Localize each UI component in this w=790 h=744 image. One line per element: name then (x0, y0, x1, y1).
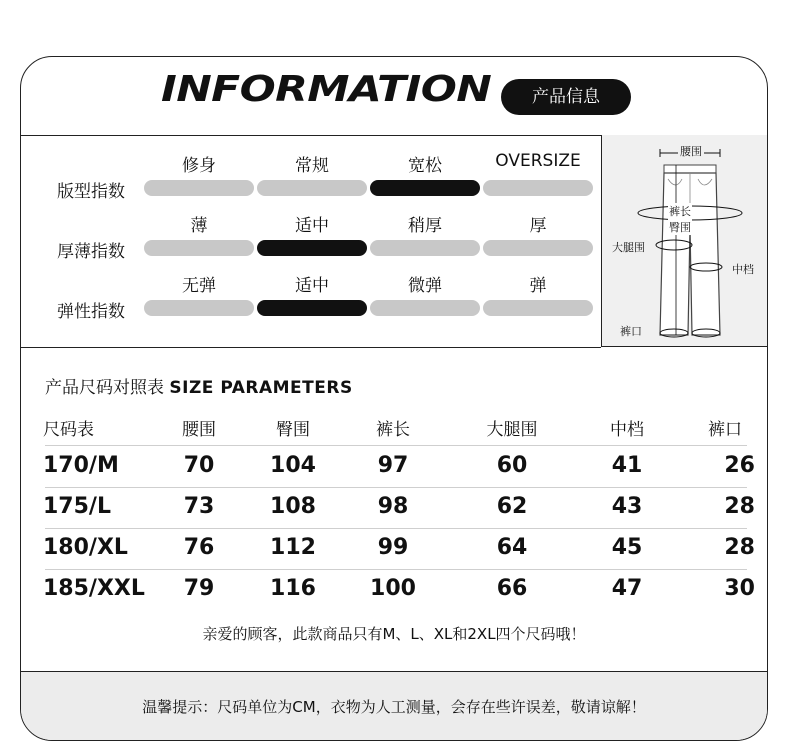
rating-bar-selected (370, 180, 480, 196)
table-cell: 98 (377, 494, 409, 519)
rise-label: 中档 (732, 263, 754, 276)
table-cell: 45 (611, 535, 643, 560)
table-cell: 26 (724, 453, 755, 478)
rating-bar (370, 300, 480, 316)
hem-label: 裤口 (620, 325, 642, 338)
rating-option: 微弹 (408, 276, 442, 296)
rating-option: 适中 (295, 216, 329, 236)
table-header: 中档 (610, 420, 644, 440)
table-cell-size: 170/M (43, 453, 119, 478)
table-cell: 30 (724, 576, 755, 601)
table-header: 臀围 (276, 420, 310, 440)
rating-bar (144, 300, 254, 316)
rating-option: OVERSIZE (495, 151, 581, 171)
rating-option: 适中 (295, 276, 329, 296)
table-cell: 47 (611, 576, 643, 601)
rating-option: 常规 (295, 156, 329, 176)
table-cell: 28 (724, 535, 755, 560)
header (21, 57, 767, 136)
size-note: 亲爱的顾客，此款商品只有M、L、XL和2XL四个尺码哦！ (202, 625, 586, 643)
rating-bar-selected (257, 240, 367, 256)
table-cell: 108 (270, 494, 316, 519)
table-cell: 116 (270, 576, 316, 601)
table-cell: 41 (611, 453, 643, 478)
table-cell: 104 (270, 453, 316, 478)
rating-option: 弹 (529, 276, 547, 296)
info-card (20, 56, 768, 741)
rating-label-fit: 版型指数 (57, 182, 125, 202)
rating-label-thickness: 厚薄指数 (57, 242, 125, 262)
rating-bar (483, 180, 593, 196)
ratings-panel (21, 135, 601, 348)
rating-bar (483, 300, 593, 316)
table-header: 裤长 (376, 420, 410, 440)
table-header: 大腿围 (486, 420, 538, 440)
table-cell: 66 (496, 576, 528, 601)
rating-bar (144, 240, 254, 256)
footer-tip: 温馨提示：尺码单位为CM，衣物为人工测量，会存在些许误差，敬请谅解！ (142, 698, 646, 716)
table-cell: 97 (377, 453, 409, 478)
rating-option: 厚 (529, 216, 547, 236)
length-label: 裤长 (669, 205, 691, 218)
table-header: 腰围 (182, 420, 216, 440)
rating-option: 无弹 (182, 276, 216, 296)
size-table-title-en: SIZE PARAMETERS (169, 378, 353, 398)
size-table-title (45, 373, 353, 398)
rating-label-stretch: 弹性指数 (57, 302, 125, 322)
product-info-badge: 产品信息 (501, 79, 631, 115)
page-title: INFORMATION (161, 69, 492, 110)
hip-label: 臀围 (669, 221, 691, 234)
waist-label: 腰围 (680, 145, 702, 158)
rating-option: 稍厚 (408, 216, 442, 236)
table-cell: 60 (496, 453, 528, 478)
table-header: 裤口 (708, 420, 742, 440)
table-header: 尺码表 (43, 420, 94, 440)
table-cell: 79 (183, 576, 215, 601)
table-cell: 76 (183, 535, 215, 560)
table-cell-size: 175/L (43, 494, 111, 519)
table-cell: 62 (496, 494, 528, 519)
rating-option: 宽松 (408, 156, 442, 176)
table-cell: 112 (270, 535, 316, 560)
footer (21, 671, 767, 741)
thigh-label: 大腿围 (612, 241, 645, 254)
table-cell: 99 (377, 535, 409, 560)
table-cell-size: 185/XXL (43, 576, 145, 601)
rating-option: 薄 (190, 216, 208, 236)
rating-bar (483, 240, 593, 256)
rating-bar-selected (257, 300, 367, 316)
table-cell: 100 (370, 576, 416, 601)
table-cell: 43 (611, 494, 643, 519)
row-divider (45, 487, 747, 488)
table-cell: 28 (724, 494, 755, 519)
table-cell: 73 (183, 494, 215, 519)
table-cell: 64 (496, 535, 528, 560)
row-divider (45, 445, 747, 446)
rating-option: 修身 (182, 156, 216, 176)
rating-bar (144, 180, 254, 196)
row-divider (45, 569, 747, 570)
row-divider (45, 528, 747, 529)
pants-measurement-diagram (601, 135, 768, 347)
rating-bar (370, 240, 480, 256)
rating-bar (257, 180, 367, 196)
table-cell-size: 180/XL (43, 535, 128, 560)
table-cell: 70 (183, 453, 215, 478)
size-table-title-cn: 产品尺码对照表 (45, 378, 164, 398)
